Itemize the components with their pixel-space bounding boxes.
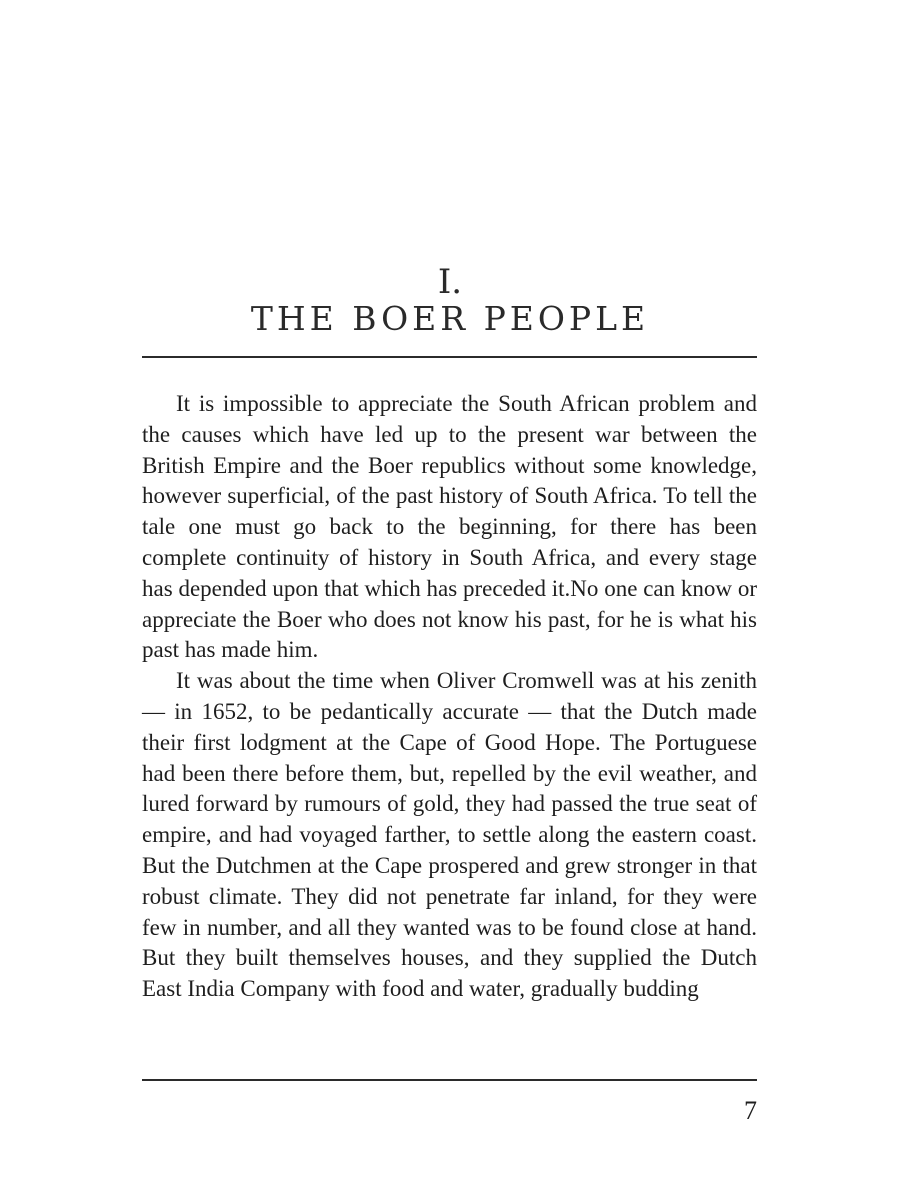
header-divider [142, 356, 757, 358]
paragraph: It is impossible to appreciate the South African problem and the causes which have led up to the present war between the British Empire and the Boer republics without some knowledge, however superficial, of the past history of South Africa. To tell the tale one must go back to the beginning, for there has been complete continuity of history in South Africa, and every stage has depended upon that which has preceded it.No one can know or appreciate the Boer who does not know his past, for he is what his past has made him. [142, 391, 757, 663]
chapter-title: THE BOER PEOPLE [250, 299, 650, 338]
chapter-body [142, 389, 757, 1005]
chapter-number: I. [437, 262, 463, 302]
page-number: 7 [744, 1096, 757, 1125]
footer-divider [142, 1079, 757, 1081]
paragraph: It was about the time when Oliver Cromwell was at his zenith — in 1652, to be pedantically accurate — that the Dutch made their first lodgment at the Cape of Good Hope. The Portuguese had been there before them, but, repelled by the evil weather, and lured forward by rumours of gold, they had passed the true seat of empire, and had voyaged farther, to settle along the eastern coast. But the Dutchmen at the Cape prospered and grew stronger in that robust climate. They did not penetrate far inland, for they were few in number, and all they wanted was to be found close at hand. But they built themselves houses, and they supplied the Dutch East India Company with food and water, gradually budding [142, 668, 757, 1002]
